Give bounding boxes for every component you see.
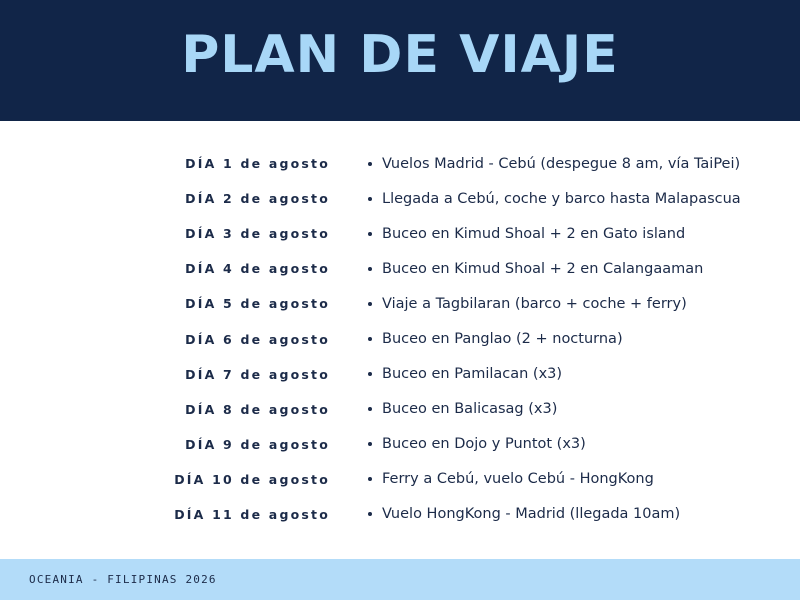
bullet-icon <box>368 232 372 236</box>
bullet-icon <box>368 512 372 516</box>
day-label: DÍA 4 de agosto <box>185 261 330 277</box>
itinerary-list <box>0 146 800 532</box>
bullet-icon <box>368 442 372 446</box>
itinerary-row <box>0 181 800 216</box>
bullet-icon <box>368 162 372 166</box>
day-label: DÍA 1 de agosto <box>185 156 330 172</box>
itinerary-row <box>0 357 800 392</box>
itinerary-row <box>0 392 800 427</box>
day-label: DÍA 2 de agosto <box>185 191 330 207</box>
itinerary-text: Vuelos Madrid - Cebú (despegue 8 am, vía TaiPei) <box>382 155 741 172</box>
day-label: DÍA 6 de agosto <box>185 331 330 347</box>
itinerary-text: Llegada a Cebú, coche y barco hasta Malapascua <box>382 190 741 207</box>
page-title: PLAN DE VIAJE <box>181 24 619 85</box>
bullet-icon <box>368 372 372 376</box>
day-label: DÍA 7 de agosto <box>185 366 330 382</box>
itinerary-text: Ferry a Cebú, vuelo Cebú - HongKong <box>382 471 654 488</box>
itinerary-text: Buceo en Kimud Shoal + 2 en Calangaaman <box>382 260 704 277</box>
bullet-icon <box>368 267 372 271</box>
itinerary-text: Viaje a Tagbilaran (barco + coche + ferry) <box>382 295 687 312</box>
itinerary-row <box>0 251 800 286</box>
itinerary-row <box>0 427 800 462</box>
footer-caption: OCEANIA - FILIPINAS 2026 <box>29 573 217 586</box>
itinerary-row <box>0 146 800 181</box>
bullet-icon <box>368 337 372 341</box>
itinerary-row <box>0 462 800 497</box>
itinerary-row <box>0 321 800 356</box>
day-label: DÍA 10 de agosto <box>174 471 330 487</box>
day-label: DÍA 9 de agosto <box>185 436 330 452</box>
itinerary-text: Buceo en Pamilacan (x3) <box>382 366 563 383</box>
itinerary-row <box>0 497 800 532</box>
itinerary-row <box>0 286 800 321</box>
bullet-icon <box>368 477 372 481</box>
footer-bar <box>0 559 800 600</box>
day-label: DÍA 5 de agosto <box>185 296 330 312</box>
itinerary-text: Buceo en Balicasag (x3) <box>382 401 558 418</box>
bullet-icon <box>368 197 372 201</box>
day-label: DÍA 11 de agosto <box>174 506 330 522</box>
itinerary-row <box>0 216 800 251</box>
itinerary-text: Vuelo HongKong - Madrid (llegada 10am) <box>382 506 681 523</box>
bullet-icon <box>368 407 372 411</box>
itinerary-text: Buceo en Panglao (2 + nocturna) <box>382 331 623 348</box>
header-banner <box>0 0 800 121</box>
day-label: DÍA 3 de agosto <box>185 226 330 242</box>
day-label: DÍA 8 de agosto <box>185 401 330 417</box>
bullet-icon <box>368 302 372 306</box>
itinerary-text: Buceo en Dojo y Puntot (x3) <box>382 436 586 453</box>
itinerary-text: Buceo en Kimud Shoal + 2 en Gato island <box>382 225 686 242</box>
